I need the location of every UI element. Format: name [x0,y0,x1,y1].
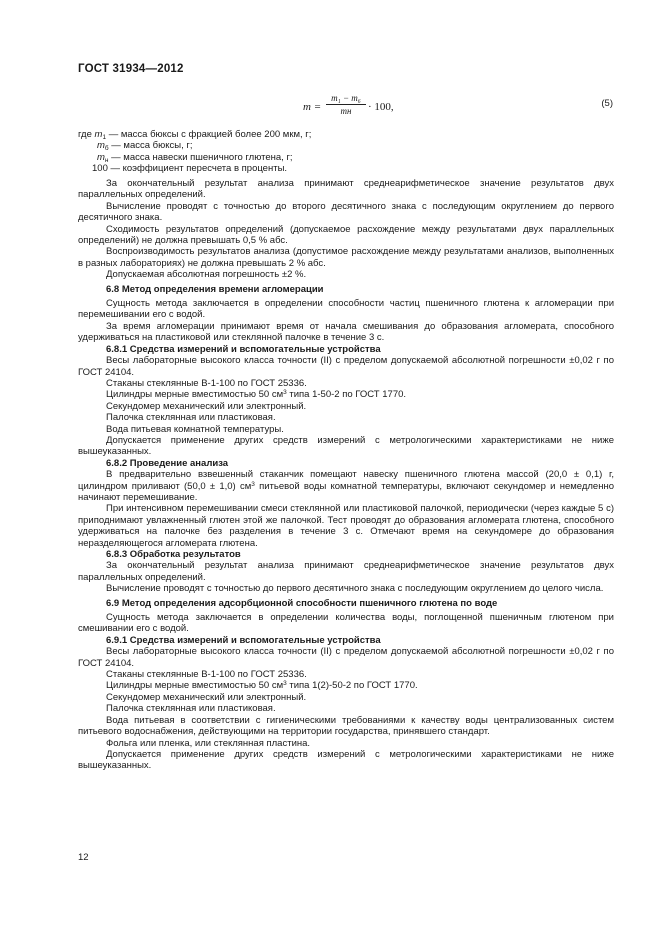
text-fragment: Цилиндры мерные вместимостью 50 см [106,680,284,692]
paragraph [78,680,614,691]
paragraph: Палочка стеклянная или пластиковая. [106,412,276,424]
superscript: 3 [283,389,287,397]
paragraph: Допускается применение других средств измерений с метрологическими характеристиками не ниже вышеуказанных. [78,434,614,458]
paragraph: Стаканы стеклянные В-1-100 по ГОСТ 25336. [106,669,307,681]
section-heading: 6.9 Метод определения адсорбционной способности пшеничного глютена по воде [106,597,498,609]
definition-row [78,140,618,151]
where-prefix: где [78,129,95,140]
paragraph: Сущность метода заключается в определении количества воды, поглощенной пшеничным глютеном при смешивании его с водой. [78,612,614,635]
formula-numerator: m₁ − m₆ [326,93,366,105]
document-header: ГОСТ 31934—2012 [78,63,184,75]
text-fragment: В предварительно взвешенный стаканчик помещают навеску пшеничного глютена массой (20,0 ± 0,1) г, цилиндром приливают (50,0 ± 1,0) см [78,469,614,492]
paragraph: Секундомер механический или электронный. [106,400,307,412]
definition-row [78,129,618,140]
text-fragment: типа 1-50-2 по ГОСТ 1770. [286,389,407,401]
paragraph: Вычисление проводят с точностью до первого десятичного знака с последующим округлением до целого числа. [106,583,604,595]
paragraph [78,389,614,400]
paragraph: Воспроизводимость результатов анализа (допустимое расхождение между результатами анализов, выполненных в разных лабораториях) не должна превышать 2 % абс. [78,246,614,269]
paragraph: При интенсивном перемешивании смеси стеклянной или пластиковой палочкой, периодически (через каждые 5 с) приподнимают увлажненный глютен этой же палочкой. Тест проводят до образования агломерата глютена, способного удерживаться на палочке без разделения в течение 3 с. Отмечают время на секундомере до образования неразделяющегося агломерата глютена. [78,503,614,549]
paragraph: Сущность метода заключается в определении способности частиц пшеничного глютена к агломерации при перемешивании его с водой. [78,298,614,321]
page-number: 12 [78,852,89,863]
text-fragment: питьевой воды комнатной температуры, включают секундомер и немедленно начинают перемешивание. [78,480,614,503]
equation-number: (5) [601,98,613,109]
paragraph: Допускается применение других средств измерений с метрологическими характеристиками не ниже вышеуказанных. [78,748,614,772]
section-heading: 6.8 Метод определения времени агломерации [106,283,324,295]
definition-text: 100 — коэффициент пересчета в проценты. [92,163,288,175]
definition-text: — масса бюксы с фракцией более 200 мкм, г; [106,129,312,140]
variable-definitions [78,129,618,175]
paragraph [78,469,614,503]
formula-denominator: mн [340,106,352,116]
formula-fraction [326,93,366,116]
subsection-heading: 6.8.3 Обработка результатов [106,549,241,560]
definition-text: — масса навески пшеничного глютена, г; [108,151,293,163]
paragraph: Фольга или пленка, или стеклянная пластина. [106,737,311,749]
superscript: 3 [251,480,255,488]
superscript: 3 [283,680,287,688]
paragraph: Секундомер механический или электронный. [106,691,307,703]
paragraph: Допускаемая абсолютная погрешность ±2 %. [106,269,307,281]
definition-text: — масса бюксы, г; [108,140,193,152]
paragraph: Сходимость результатов определений (допускаемое расхождение между результатами двух параллельных определений) не должна превышать 0,5 % абс. [78,223,614,247]
paragraph: Вычисление проводят с точностью до второго десятичного знака с последующим округлением до первого десятичного знака. [78,200,614,224]
symbol: m [94,129,103,140]
paragraph: Весы лабораторные высокого класса точности (II) с пределом допускаемой абсолютной погрешности ±0,02 г по ГОСТ 24104. [78,646,614,669]
definition-row [78,152,618,163]
paragraph: За окончательный результат анализа принимают среднеарифметическое значение результатов двух параллельных определений. [78,178,614,201]
formula [300,93,440,127]
subsection-heading: 6.8.2 Проведение анализа [106,457,229,469]
symbol: m [97,140,105,152]
paragraph: Палочка стеклянная или пластиковая. [106,703,276,715]
text-fragment: Цилиндры мерные вместимостью 50 см [106,389,284,401]
paragraph: Стаканы стеклянные В-1-100 по ГОСТ 25336. [106,377,307,389]
paragraph: Вода питьевая в соответствии с гигиеническими требованиями к качеству воды централизованных систем питьевого водоснабжения, действующими на территории государства, принявшего стандарт. [78,714,614,738]
symbol-subscript: н [104,156,109,164]
subsection-heading: 6.9.1 Средства измерений и вспомогательные устройства [106,634,381,646]
definition-row [78,163,618,174]
formula-lhs: m = [303,101,322,113]
text-fragment: типа 1(2)-50-2 по ГОСТ 1770. [286,680,418,692]
symbol-subscript: 1 [102,134,107,141]
document-body [78,178,614,772]
symbol: m [97,151,105,163]
formula-tail: · 100, [368,101,394,113]
paragraph: За окончательный результат анализа принимают среднеарифметическое значение результатов двух параллельных определений. [78,560,614,583]
subsection-heading: 6.8.1 Средства измерений и вспомогательные устройства [106,343,381,355]
paragraph: Весы лабораторные высокого класса точности (II) с пределом допускаемой абсолютной погрешности ±0,02 г по ГОСТ 24104. [78,355,614,378]
paragraph: За время агломерации принимают время от начала смешивания до образования агломерата, способного удерживаться на пластиковой или стеклянной палочке в течение 3 с. [78,320,614,344]
paragraph: Вода питьевая комнатной температуры. [106,423,284,435]
symbol-subscript: б [104,145,109,153]
